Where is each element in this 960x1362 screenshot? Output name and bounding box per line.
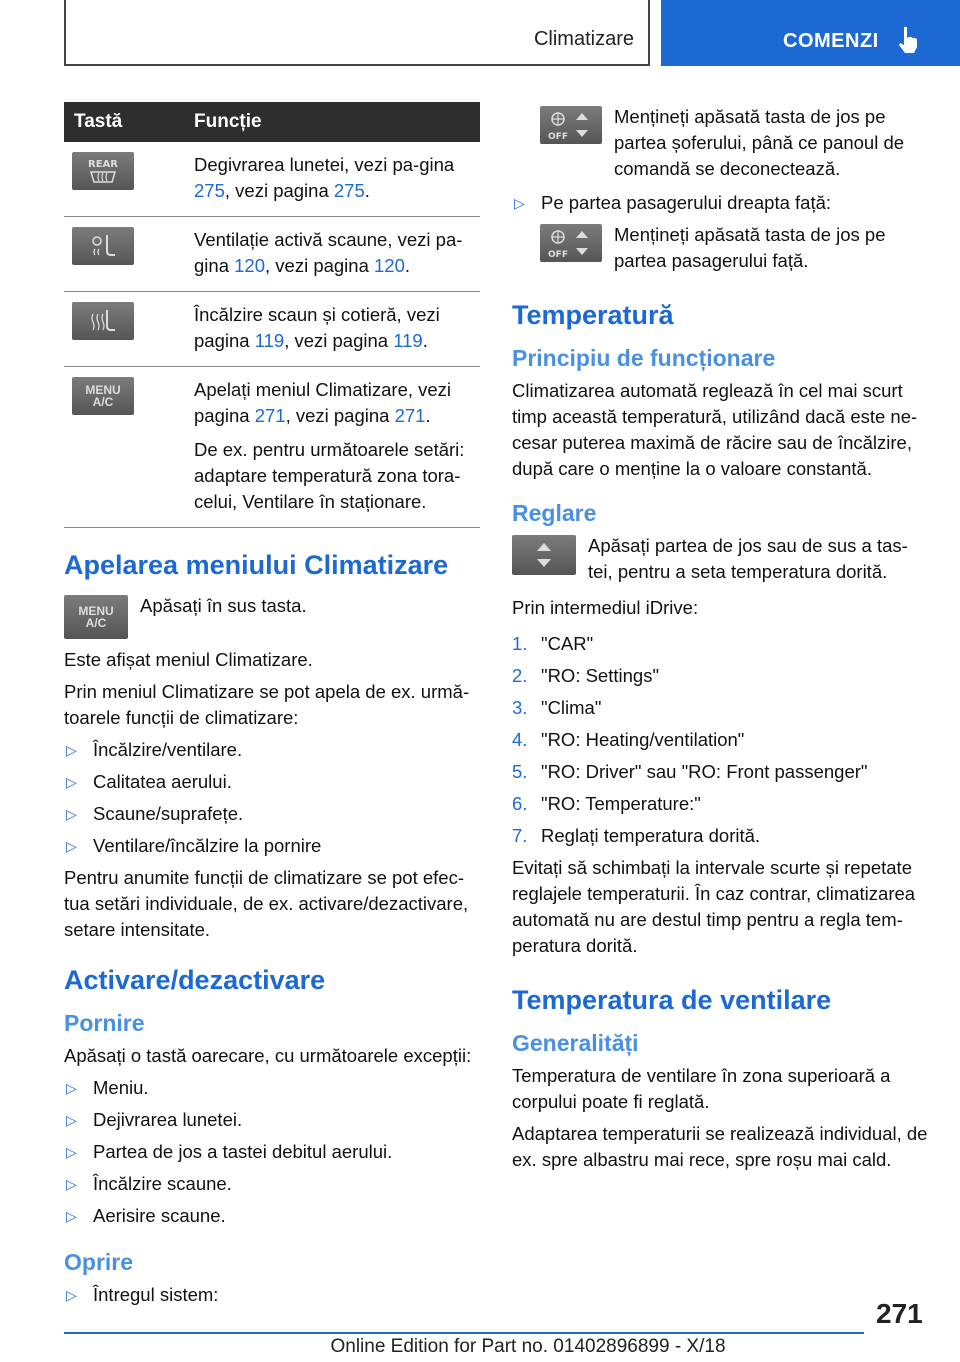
paragraph: Adaptarea temperaturii se realizează individual, de ex. spre albastru mai rece, spre roșu mai cald. bbox=[512, 1123, 928, 1170]
heading-temperatura: Temperatură bbox=[512, 300, 674, 330]
step-number: 5. bbox=[512, 761, 528, 782]
row-text-mid: , vezi pagina bbox=[285, 405, 395, 426]
menu-ac-key-icon bbox=[72, 377, 134, 415]
step-text: "RO: Driver" sau "RO: Front passenger" bbox=[541, 761, 868, 782]
paragraph: Apăsați o tastă oarecare, cu următoarele excepții: bbox=[64, 1045, 472, 1066]
climate-functions-list bbox=[64, 737, 482, 859]
paragraph: Pentru anumite funcții de climatizare se pot efec-tua setări individuale, de ex. activare/dezactivare, setare intensitate. bbox=[64, 867, 469, 940]
step-number: 3. bbox=[512, 697, 528, 718]
row-extra-text: De ex. pentru următoarele setări: adaptare temperatură zona tora-celui, Ventilare în staționare. bbox=[194, 439, 465, 512]
list-item bbox=[512, 791, 930, 817]
svg-text:OFF: OFF bbox=[548, 250, 568, 260]
seat-heating-key-icon bbox=[72, 302, 134, 340]
step-number: 6. bbox=[512, 793, 528, 814]
footer-divider bbox=[64, 1332, 864, 1334]
triangle-bullet-icon: ▷ bbox=[66, 1176, 77, 1192]
heading-oprire: Oprire bbox=[64, 1249, 134, 1275]
list-item bbox=[512, 727, 930, 753]
triangle-bullet-icon: ▷ bbox=[66, 1144, 77, 1160]
list-item bbox=[512, 695, 930, 721]
key-label: MENU bbox=[85, 383, 121, 397]
page-link[interactable]: 271 bbox=[394, 405, 426, 426]
page-link[interactable]: 120 bbox=[234, 255, 265, 276]
list-item bbox=[64, 1075, 482, 1101]
paragraph: Prin meniul Climatizare se pot apela de ex. urmă-toarele funcții de climatizare: bbox=[64, 681, 470, 728]
svg-text:OFF: OFF bbox=[548, 132, 568, 142]
page-link[interactable]: 271 bbox=[254, 405, 286, 426]
step-number: 1. bbox=[512, 633, 528, 654]
footer-edition: Online Edition for Part no. 01402896899 - X/18 bbox=[330, 1336, 726, 1357]
list-item bbox=[64, 737, 482, 763]
step-number: 4. bbox=[512, 729, 528, 750]
up-down-key-icon bbox=[512, 535, 576, 575]
off-key-instruction bbox=[512, 222, 930, 274]
paragraph: Prin intermediul iDrive: bbox=[512, 597, 699, 618]
list-item-text: Partea de jos a tastei debitul aerului. bbox=[93, 1141, 393, 1162]
list-item bbox=[512, 823, 930, 849]
list-item-text: Încălzire/ventilare. bbox=[93, 739, 243, 760]
instruction-text: Mențineți apăsată tasta de jos pe partea șoferului, până ce panoul de comandă se deconectează. bbox=[614, 106, 905, 179]
row-text-mid: , vezi pagina bbox=[265, 255, 375, 276]
keys-table bbox=[64, 102, 480, 528]
step-text: Reglați temperatura dorită. bbox=[541, 825, 761, 846]
list-item-text: Calitatea aerului. bbox=[93, 771, 232, 792]
triangle-bullet-icon: ▷ bbox=[66, 1287, 77, 1303]
list-item bbox=[64, 769, 482, 795]
triangle-bullet-icon: ▷ bbox=[66, 1080, 77, 1096]
key-label: A/C bbox=[85, 616, 107, 630]
step-number: 2. bbox=[512, 665, 528, 686]
list-item-text: Ventilare/încălzire la pornire bbox=[93, 835, 322, 856]
instruction-text: Apăsați partea de jos sau de sus a tas-tei, pentru a seta temperatura dorită. bbox=[588, 535, 908, 582]
page-number: 271 bbox=[876, 1298, 923, 1329]
row-text-end: . bbox=[422, 330, 428, 351]
triangle-bullet-icon: ▷ bbox=[66, 774, 77, 790]
step-number: 7. bbox=[512, 825, 528, 846]
step-text: "Clima" bbox=[541, 697, 602, 718]
page-link[interactable]: 119 bbox=[393, 330, 423, 351]
instruction-text: Mențineți apăsată tasta de jos pe partea pasagerului față. bbox=[614, 224, 886, 271]
exceptions-list bbox=[64, 1075, 482, 1229]
left-column bbox=[64, 102, 482, 1314]
row-text-end: . bbox=[425, 405, 431, 426]
row-text: Încălzire scaun și cotieră, vezi pagina bbox=[194, 304, 440, 351]
off-key-instruction bbox=[512, 104, 930, 182]
list-item-text: Pe partea pasagerului dreapta față: bbox=[541, 192, 832, 213]
list-item bbox=[64, 801, 482, 827]
heading-principiu: Principiu de funcționare bbox=[512, 345, 776, 371]
list-item bbox=[64, 1107, 482, 1133]
list-item bbox=[64, 1203, 482, 1229]
table-row bbox=[64, 142, 480, 217]
page-link[interactable]: 119 bbox=[254, 330, 285, 351]
page-link[interactable]: 275 bbox=[333, 180, 365, 201]
pointing-hand-icon bbox=[897, 26, 921, 54]
header-section-box bbox=[64, 0, 650, 66]
instruction-text: Apăsați în sus tasta. bbox=[140, 595, 307, 616]
table-header bbox=[64, 102, 480, 142]
row-text-mid: , vezi pagina bbox=[224, 180, 334, 201]
row-text-end: . bbox=[404, 255, 411, 276]
key-label: A/C bbox=[92, 395, 114, 409]
heading-pornire: Pornire bbox=[64, 1010, 145, 1036]
list-item-text: Aerisire scaune. bbox=[93, 1205, 226, 1226]
paragraph: Temperatura de ventilare în zona superioară a corpului poate fi reglată. bbox=[512, 1065, 891, 1112]
triangle-bullet-icon: ▷ bbox=[66, 1112, 77, 1128]
key-label: MENU bbox=[78, 604, 114, 618]
off-list bbox=[64, 1282, 482, 1308]
row-text-end: . bbox=[364, 180, 370, 201]
table-header-key: Tastă bbox=[74, 111, 123, 132]
table-row bbox=[64, 217, 480, 292]
triangle-bullet-icon: ▷ bbox=[514, 195, 525, 211]
triangle-bullet-icon: ▷ bbox=[66, 806, 77, 822]
list-item bbox=[64, 1171, 482, 1197]
row-text: Ventilație activă scaune, vezi pa-gina bbox=[194, 229, 463, 276]
idrive-steps bbox=[512, 631, 930, 849]
step-text: "RO: Temperature:" bbox=[541, 793, 701, 814]
list-item bbox=[64, 1282, 482, 1308]
list-item bbox=[512, 663, 930, 689]
heading-activare: Activare/dezactivare bbox=[64, 965, 326, 995]
row-text-mid: , vezi pagina bbox=[284, 330, 394, 351]
chapter-label: COMENZI bbox=[783, 30, 879, 52]
paragraph: Evitați să schimbați la intervale scurte și repetate reglajele temperaturii. În caz contrar, climatizarea automată nu are destul timp pentru a regla tem-peratura dorită. bbox=[512, 857, 916, 956]
fan-off-key-icon bbox=[540, 224, 602, 262]
right-column bbox=[512, 104, 930, 1179]
table-row bbox=[64, 292, 480, 367]
heading-reglare: Reglare bbox=[512, 500, 597, 526]
menu-ac-key-icon bbox=[64, 595, 128, 639]
paragraph: Climatizarea automată reglează în cel mai scurt timp această temperatură, utilizând dacă este ne-cesar puterea maximă de răcire sau de încălzire, după care o menține la o valoare constantă. bbox=[512, 380, 918, 479]
passenger-list bbox=[512, 190, 930, 216]
triangle-bullet-icon: ▷ bbox=[66, 742, 77, 758]
list-item-text: Meniu. bbox=[93, 1077, 149, 1098]
row-text: Degivrarea lunetei, vezi pa-gina bbox=[194, 154, 455, 175]
list-item bbox=[64, 1139, 482, 1165]
chapter-tab[interactable] bbox=[661, 0, 960, 66]
list-item-text: Întregul sistem: bbox=[93, 1284, 219, 1305]
svg-text:REAR: REAR bbox=[88, 159, 118, 170]
section-title: Climatizare bbox=[533, 28, 634, 50]
step-text: "RO: Heating/ventilation" bbox=[541, 729, 745, 750]
list-item bbox=[512, 759, 930, 785]
step-text: "RO: Settings" bbox=[541, 665, 660, 686]
heading-generalitati: Generalități bbox=[512, 1030, 639, 1056]
menu-key-instruction bbox=[64, 593, 482, 639]
temp-key-instruction bbox=[512, 533, 930, 585]
list-item-text: Scaune/suprafețe. bbox=[93, 803, 244, 824]
list-item bbox=[64, 833, 482, 859]
rear-defrost-key-icon bbox=[72, 152, 134, 190]
list-item bbox=[512, 190, 930, 216]
paragraph: Este afișat meniul Climatizare. bbox=[64, 649, 313, 670]
heading-apelare: Apelarea meniului Climatizare bbox=[64, 550, 449, 580]
row-text: Apelați meniul Climatizare, vezi pagina bbox=[194, 379, 452, 426]
page-link[interactable]: 275 bbox=[194, 180, 225, 201]
step-text: "CAR" bbox=[541, 633, 594, 654]
list-item bbox=[512, 631, 930, 657]
table-header-function: Funcție bbox=[194, 111, 262, 132]
table-row bbox=[64, 367, 480, 528]
triangle-bullet-icon: ▷ bbox=[66, 1208, 77, 1224]
list-item-text: Dejivrarea lunetei. bbox=[93, 1109, 243, 1130]
triangle-bullet-icon: ▷ bbox=[66, 838, 77, 854]
heading-ventilare: Temperatura de ventilare bbox=[512, 985, 832, 1015]
seat-ventilation-key-icon bbox=[72, 227, 134, 265]
list-item-text: Încălzire scaune. bbox=[93, 1173, 232, 1194]
page-link[interactable]: 120 bbox=[374, 255, 405, 276]
